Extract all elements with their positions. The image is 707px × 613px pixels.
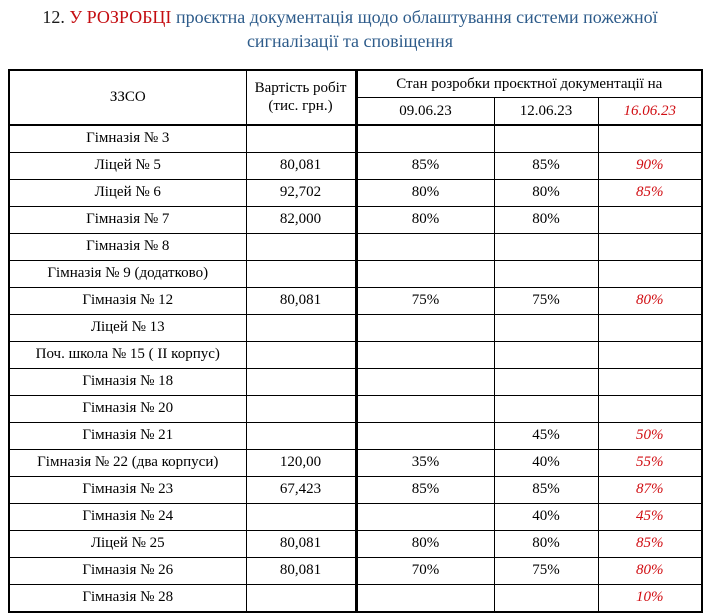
cost-cell [246, 503, 356, 530]
cost-cell [246, 314, 356, 341]
table-header [9, 70, 702, 125]
cost-cell: 92,702 [246, 179, 356, 206]
table-row [9, 530, 702, 557]
table-body [9, 125, 702, 612]
status-120623-cell: 75% [494, 287, 598, 314]
school-name-cell: Гімназія № 23 [9, 476, 246, 503]
status-160623-cell [598, 341, 702, 368]
school-name-cell: Гімназія № 28 [9, 584, 246, 612]
status-160623-cell [598, 233, 702, 260]
status-090623-cell [356, 314, 494, 341]
header-cost-line1: Вартість робіт [254, 80, 347, 97]
status-090623-cell [356, 584, 494, 612]
cost-cell [246, 341, 356, 368]
status-090623-cell: 75% [356, 287, 494, 314]
status-160623-cell: 50% [598, 422, 702, 449]
status-090623-cell: 80% [356, 530, 494, 557]
cost-cell [246, 233, 356, 260]
table-row [9, 125, 702, 153]
status-090623-cell [356, 422, 494, 449]
cost-cell: 80,081 [246, 530, 356, 557]
status-120623-cell: 80% [494, 179, 598, 206]
status-160623-cell: 10% [598, 584, 702, 612]
table-row [9, 233, 702, 260]
status-120623-cell [494, 584, 598, 612]
school-name-cell: Поч. школа № 15 ( ІІ корпус) [9, 341, 246, 368]
status-120623-cell: 40% [494, 503, 598, 530]
school-name-cell: Гімназія № 18 [9, 368, 246, 395]
title-number: 12. [42, 7, 65, 27]
status-090623-cell [356, 341, 494, 368]
status-120623-cell: 80% [494, 206, 598, 233]
header-date-120623: 12.06.23 [494, 97, 598, 125]
header-date-160623: 16.06.23 [598, 97, 702, 125]
status-160623-cell [598, 314, 702, 341]
table-row [9, 287, 702, 314]
cost-cell [246, 584, 356, 612]
school-name-cell: Гімназія № 24 [9, 503, 246, 530]
status-160623-cell [598, 125, 702, 153]
school-name-cell: Гімназія № 3 [9, 125, 246, 153]
status-160623-cell: 85% [598, 179, 702, 206]
school-name-cell: Ліцей № 5 [9, 152, 246, 179]
status-090623-cell: 85% [356, 152, 494, 179]
cost-cell [246, 395, 356, 422]
status-120623-cell [494, 260, 598, 287]
school-name-cell: Ліцей № 6 [9, 179, 246, 206]
status-120623-cell: 85% [494, 152, 598, 179]
school-name-cell: Гімназія № 21 [9, 422, 246, 449]
school-name-cell: Гімназія № 8 [9, 233, 246, 260]
header-row-top [9, 70, 702, 98]
school-name-cell: Гімназія № 26 [9, 557, 246, 584]
status-120623-cell [494, 341, 598, 368]
status-table [8, 69, 703, 613]
table-row [9, 449, 702, 476]
cost-cell [246, 260, 356, 287]
status-120623-cell: 80% [494, 530, 598, 557]
cost-cell: 80,081 [246, 557, 356, 584]
status-090623-cell: 80% [356, 206, 494, 233]
status-090623-cell [356, 395, 494, 422]
status-120623-cell: 75% [494, 557, 598, 584]
table-row [9, 422, 702, 449]
status-120623-cell [494, 125, 598, 153]
status-160623-cell [598, 395, 702, 422]
status-090623-cell [356, 125, 494, 153]
table-row [9, 314, 702, 341]
status-160623-cell [598, 206, 702, 233]
header-status-group: Стан розробки проєктної документації на [356, 70, 702, 98]
cost-cell: 120,00 [246, 449, 356, 476]
status-160623-cell: 80% [598, 557, 702, 584]
page-title [0, 0, 700, 54]
cost-cell [246, 368, 356, 395]
header-school-column: ЗЗСО [9, 70, 246, 125]
table-row [9, 476, 702, 503]
cost-cell: 80,081 [246, 287, 356, 314]
status-160623-cell: 80% [598, 287, 702, 314]
status-160623-cell: 85% [598, 530, 702, 557]
status-160623-cell [598, 368, 702, 395]
table-row [9, 368, 702, 395]
status-120623-cell [494, 395, 598, 422]
status-160623-cell [598, 260, 702, 287]
title-highlight: У РОЗРОБЦІ [69, 7, 172, 27]
header-cost-column [246, 70, 356, 125]
status-090623-cell: 85% [356, 476, 494, 503]
status-120623-cell [494, 368, 598, 395]
cost-cell: 82,000 [246, 206, 356, 233]
table-row [9, 341, 702, 368]
table-row [9, 395, 702, 422]
status-090623-cell [356, 503, 494, 530]
table-row [9, 260, 702, 287]
status-160623-cell: 55% [598, 449, 702, 476]
school-name-cell: Гімназія № 22 (два корпуси) [9, 449, 246, 476]
status-120623-cell: 45% [494, 422, 598, 449]
school-name-cell: Гімназія № 7 [9, 206, 246, 233]
school-name-cell: Гімназія № 20 [9, 395, 246, 422]
table-row [9, 584, 702, 612]
table-row [9, 152, 702, 179]
cost-cell [246, 125, 356, 153]
status-160623-cell: 90% [598, 152, 702, 179]
title-text: проєктна документація щодо облаштування системи пожежної сигналізації та сповіщення [175, 7, 658, 52]
cost-cell: 67,423 [246, 476, 356, 503]
status-090623-cell: 35% [356, 449, 494, 476]
status-090623-cell [356, 233, 494, 260]
status-090623-cell [356, 260, 494, 287]
status-160623-cell: 87% [598, 476, 702, 503]
status-120623-cell: 40% [494, 449, 598, 476]
cost-cell: 80,081 [246, 152, 356, 179]
status-090623-cell: 80% [356, 179, 494, 206]
school-name-cell: Ліцей № 13 [9, 314, 246, 341]
header-cost-line2: (тис. грн.) [268, 98, 333, 115]
cost-cell [246, 422, 356, 449]
table-row [9, 179, 702, 206]
school-name-cell: Гімназія № 12 [9, 287, 246, 314]
header-date-090623: 09.06.23 [356, 97, 494, 125]
status-090623-cell [356, 368, 494, 395]
status-120623-cell [494, 233, 598, 260]
status-090623-cell: 70% [356, 557, 494, 584]
table-row [9, 557, 702, 584]
status-160623-cell: 45% [598, 503, 702, 530]
status-120623-cell: 85% [494, 476, 598, 503]
school-name-cell: Гімназія № 9 (додатково) [9, 260, 246, 287]
table-row [9, 503, 702, 530]
table-row [9, 206, 702, 233]
school-name-cell: Ліцей № 25 [9, 530, 246, 557]
status-120623-cell [494, 314, 598, 341]
